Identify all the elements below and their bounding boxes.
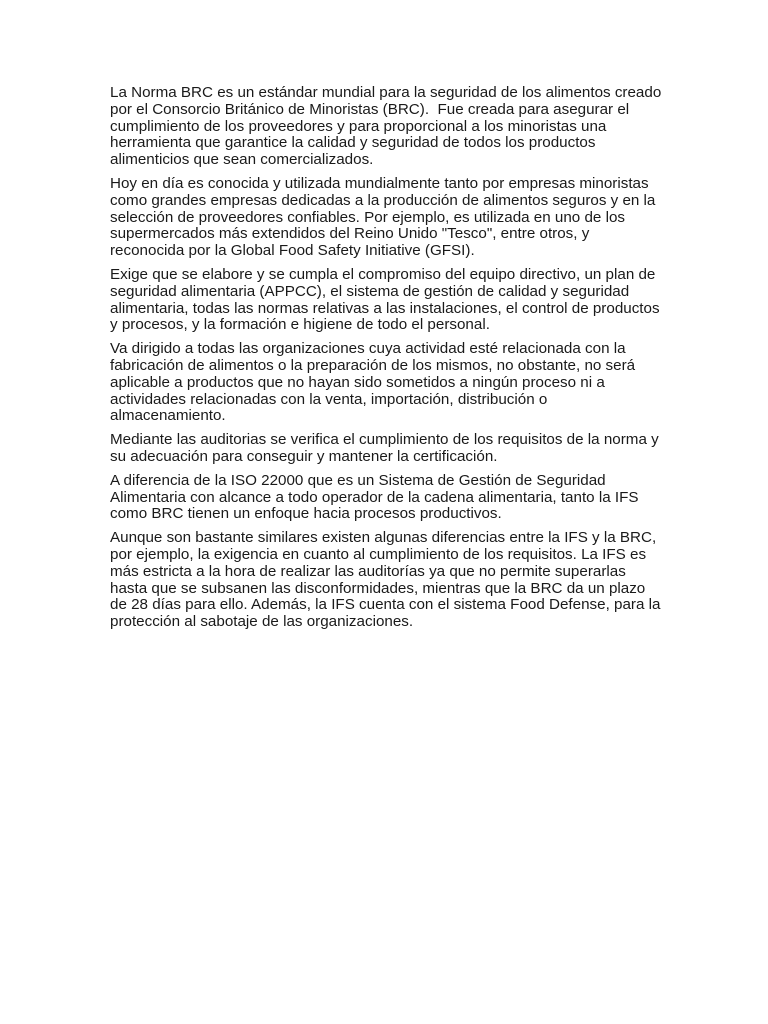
paragraph-audits: Mediante las auditorias se verifica el cumplimiento de los requisitos de la norma y su adecuación para conseguir y mantener la certificación. (110, 431, 663, 465)
paragraph-brc-definition: La Norma BRC es un estándar mundial para la seguridad de los alimentos creado por el Consorcio Británico de Minoristas (BRC). Fue creada para asegurar el cumplimiento de los proveedores y para proporcional a los minoristas una herramienta que garantice la calidad y seguridad de todos los productos alimenticios que sean comercializados. (110, 84, 666, 169)
document-body (110, 84, 666, 638)
paragraph-ifs-vs-brc: Aunque son bastante similares existen algunas diferencias entre la IFS y la BRC, por ejemplo, la exigencia en cuanto al cumplimiento de los requisitos. La IFS es más estricta a la hora de realizar las auditorías ya que no permite superarlas hasta que se subsanen las disconformidades, mientras que la BRC da un plazo de 28 días para ello. Además, la IFS cuenta con el sistema Food Defense, para la protección al sabotaje de las organizaciones. (110, 529, 665, 631)
paragraph-requirements: Exige que se elabore y se cumpla el compromiso del equipo directivo, un plan de seguridad alimentaria (APPCC), el sistema de gestión de calidad y seguridad alimentaria, todas las normas relativas a las instalaciones, el control de productos y procesos, y la formación e higiene de todo el personal. (110, 265, 664, 334)
paragraph-worldwide-use: Hoy en día es conocida y utilizada mundialmente tanto por empresas minoristas como grandes empresas dedicadas a la producción de alimentos seguros y en la selección de proveedores confiables. Por ejemplo, es utilizada en uno de los supermercados más extendidos del Reino Unido "Tesco", entre otros, y reconocida por la Global Food Safety Initiative (GFSI). (110, 174, 660, 260)
paragraph-scope: Va dirigido a todas las organizaciones cuya actividad esté relacionada con la fabricación de alimentos o la preparación de los mismos, no obstante, no será aplicable a productos que no hayan sido sometidos a ningún proceso ni a actividades relacionadas con la venta, importación, distribución o almacenamiento. (110, 340, 640, 425)
paragraph-iso-22000: A diferencia de la ISO 22000 que es un Sistema de Gestión de Seguridad Alimentaria con alcance a todo operador de la cadena alimentaria, tanto la IFS como BRC tienen un enfoque hacia procesos productivos. (110, 471, 643, 523)
